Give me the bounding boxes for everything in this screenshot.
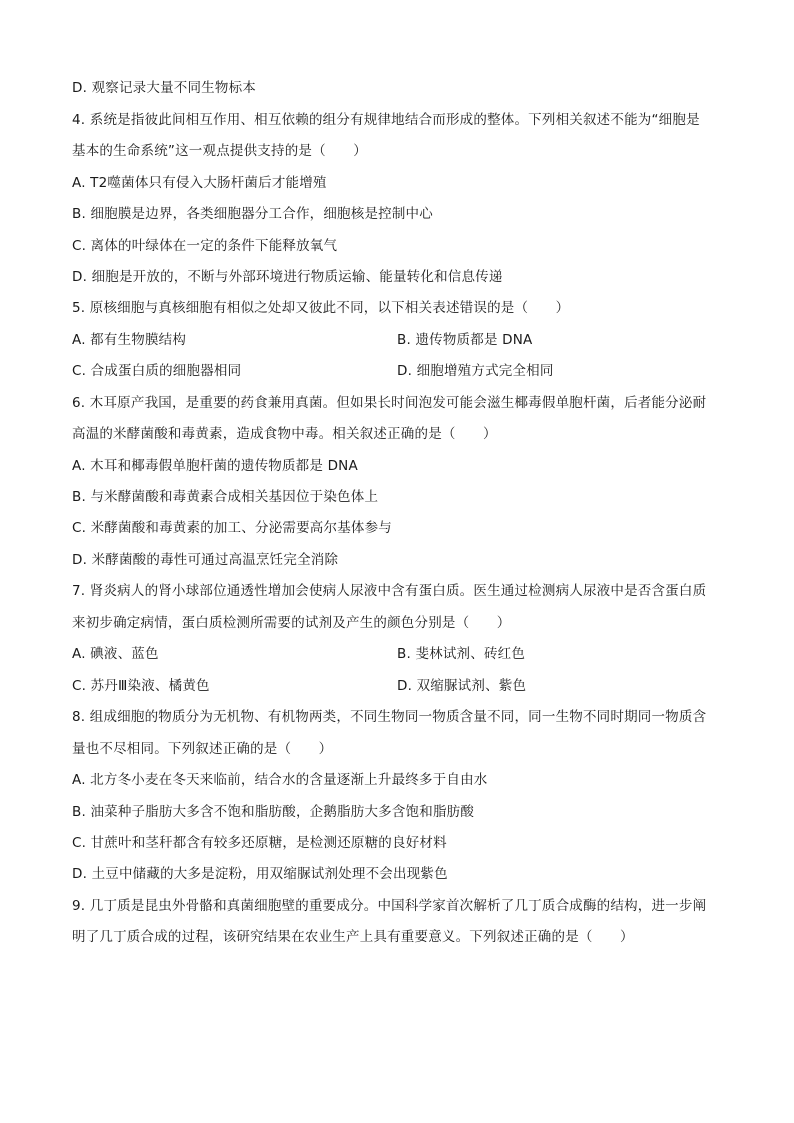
- question-6-option-a: A. 木耳和椰毒假单胞杆菌的遗传物质都是 DNA: [72, 458, 358, 474]
- option-3d: D. 观察记录大量不同生物标本: [72, 80, 256, 96]
- question-7-option-c: C. 苏丹Ⅲ染液、橘黄色: [72, 678, 210, 694]
- question-5-option-d: D. 细胞增殖方式完全相同: [397, 363, 554, 379]
- question-4-stem-line-1: 4. 系统是指彼此间相互作用、相互依赖的组分有规律地结合而形成的整体。下列相关叙述不能为“细胞是: [72, 112, 700, 128]
- question-5-option-a: A. 都有生物膜结构: [72, 332, 187, 348]
- question-6-option-c: C. 米酵菌酸和毒黄素的加工、分泌需要高尔基体参与: [72, 520, 393, 536]
- question-6-option-b: B. 与米酵菌酸和毒黄素合成相关基因位于染色体上: [72, 489, 379, 505]
- question-4-option-d: D. 细胞是开放的，不断与外部环境进行物质运输、能量转化和信息传递: [72, 269, 503, 285]
- question-9-stem-line-2: 明了几丁质合成的过程，该研究结果在农业生产上具有重要意义。下列叙述正确的是（ ）: [72, 929, 634, 945]
- question-4-option-b: B. 细胞膜是边界，各类细胞器分工合作，细胞核是控制中心: [72, 206, 433, 222]
- question-8-option-c: C. 甘蔗叶和茎秆都含有较多还原糖，是检测还原糖的良好材料: [72, 835, 447, 851]
- question-7-stem-line-2: 来初步确定病情，蛋白质检测所需要的试剂及产生的颜色分别是（ ）: [72, 615, 511, 631]
- question-8-option-d: D. 土豆中储藏的大多是淀粉，用双缩脲试剂处理不会出现紫色: [72, 866, 448, 882]
- question-8-stem-line-2: 量也不尽相同。下列叙述正确的是（ ）: [72, 741, 333, 757]
- question-7-option-b: B. 斐林试剂、砖红色: [397, 646, 526, 662]
- question-4-option-c: C. 离体的叶绿体在一定的条件下能释放氧气: [72, 238, 338, 254]
- question-7-option-d: D. 双缩脲试剂、紫色: [397, 678, 527, 694]
- question-9-stem-line-1: 9. 几丁质是昆虫外骨骼和真菌细胞壁的重要成分。中国科学家首次解析了几丁质合成酶的结构，进一步阐: [72, 898, 707, 914]
- question-5-option-c: C. 合成蛋白质的细胞器相同: [72, 363, 242, 379]
- question-7-stem-line-1: 7. 肾炎病人的肾小球部位通透性增加会使病人尿液中含有蛋白质。医生通过检测病人尿液中是否含蛋白质: [72, 583, 707, 599]
- question-5-stem: 5. 原核细胞与真核细胞有相似之处却又彼此不同，以下相关表述错误的是（ ）: [72, 300, 570, 316]
- question-8-option-b: B. 油菜种子脂肪大多含不饱和脂肪酸，企鹅脂肪大多含饱和脂肪酸: [72, 804, 475, 820]
- question-8-stem-line-1: 8. 组成细胞的物质分为无机物、有机物两类，不同生物同一物质含量不同，同一生物不同时期同一物质含: [72, 709, 707, 725]
- question-5-option-b: B. 遗传物质都是 DNA: [397, 332, 533, 348]
- question-4-option-a: A. T2噬菌体只有侵入大肠杆菌后才能增殖: [72, 175, 327, 191]
- question-4-stem-line-2: 基本的生命系统”这一观点提供支持的是（ ）: [72, 143, 367, 159]
- question-8-option-a: A. 北方冬小麦在冬天来临前，结合水的含量逐渐上升最终多于自由水: [72, 772, 488, 788]
- question-6-stem-line-2: 高温的米酵菌酸和毒黄素，造成食物中毒。相关叙述正确的是（ ）: [72, 426, 497, 442]
- question-7-option-a: A. 碘液、蓝色: [72, 646, 159, 662]
- question-6-option-d: D. 米酵菌酸的毒性可通过高温烹饪完全消除: [72, 552, 339, 568]
- question-6-stem-line-1: 6. 木耳原产我国，是重要的药食兼用真菌。但如果长时间泡发可能会滋生椰毒假单胞杆菌，后者能分泌耐: [72, 395, 707, 411]
